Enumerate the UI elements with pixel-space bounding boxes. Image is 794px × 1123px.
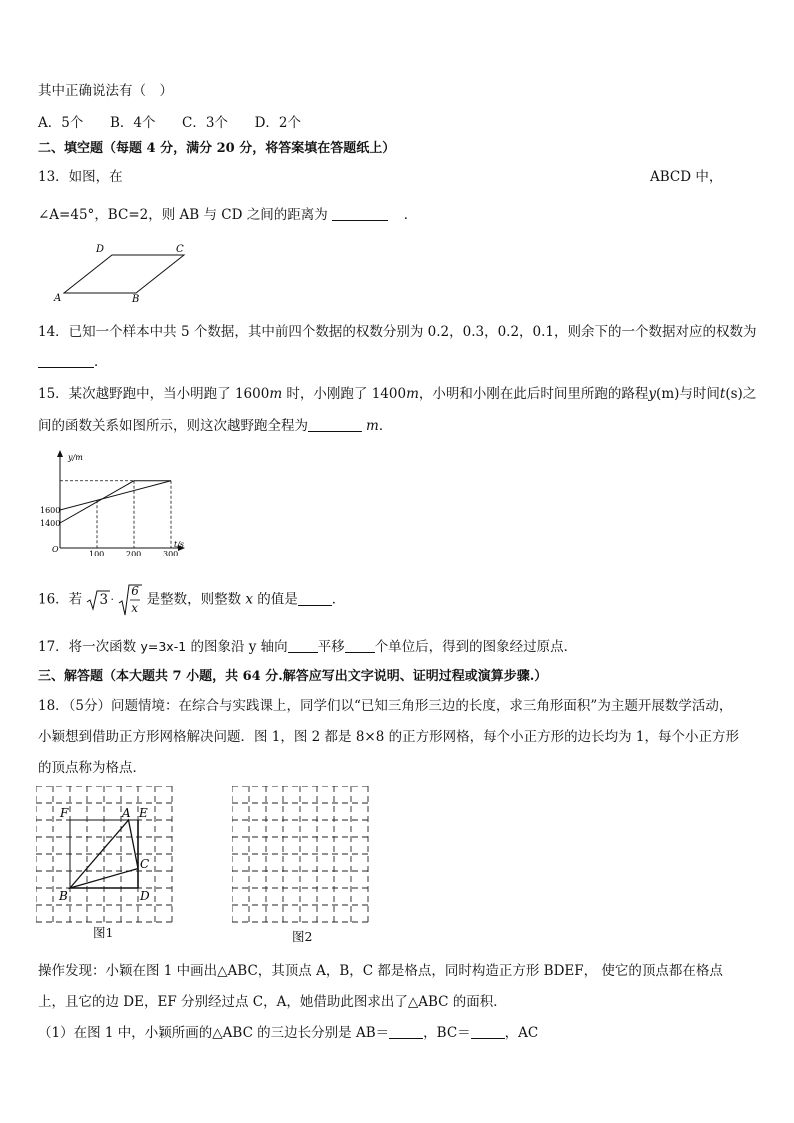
q16-period: ． (331, 591, 346, 608)
q16-root3: 3 (99, 592, 109, 608)
origin-label: O (52, 545, 59, 554)
label-f: F (60, 806, 69, 820)
q16-line: 16．若 3 · 6 x 是整数，则整数 x 的值是 ． (38, 584, 346, 615)
q17-direction-blank[interactable] (288, 638, 318, 653)
q18-line3: 的顶点称为格点． (38, 760, 146, 776)
y-tick-1400: 1400 (40, 519, 61, 528)
label-b: B (132, 294, 140, 305)
q17-text-a: 17．将一次函数 (38, 639, 141, 655)
label-d: D (96, 244, 105, 255)
q12-tail: 其中正确说法有（ ） (38, 83, 173, 99)
q12-options (38, 114, 301, 132)
q14-line1: 14．已知一个样本中共 5 个数据，其中前四个数据的权数分别为 0.2，0.3，0.2，0.1，则余下的一个数据对应的权数为 (38, 324, 757, 340)
parallelogram-abcd (64, 255, 184, 293)
fig1-grid (36, 786, 176, 926)
q16-answer-blank[interactable] (298, 591, 332, 606)
q13-line1-right: ABCD 中， (650, 169, 723, 185)
q17-text-b: 的图象沿 y 轴向 (186, 639, 288, 655)
q13-angle: ∠A=45° (38, 207, 95, 223)
q18-part1-text-b: ，BC＝ (423, 1025, 471, 1041)
q16-tail: 的值是 (253, 591, 298, 608)
x-axis-label: t/s (174, 540, 185, 549)
option-c: C．3个 (182, 115, 228, 131)
q14-line2 (38, 353, 108, 371)
fig2-grid (232, 786, 372, 926)
q16-text: 是整数，则整数 (146, 591, 246, 608)
sqrt-3 (86, 588, 110, 612)
x-tick-100: 100 (89, 550, 105, 556)
q17-text-c: 平移 (317, 639, 345, 655)
q15-period: ． (378, 418, 393, 434)
q15-line-chart (40, 448, 200, 556)
bc-answer-blank[interactable] (471, 1024, 505, 1039)
q15-unit-m2: m (406, 386, 419, 402)
q17-function: y=3x-1 (140, 639, 187, 654)
q15-line2 (38, 417, 392, 435)
q15-text-b: 时，小刚跑了 1400 (282, 386, 407, 402)
q16-var-x: x (245, 591, 253, 608)
fig1-caption: 图1 (93, 925, 114, 940)
q13-line2 (38, 206, 417, 224)
q15-line1 (38, 385, 756, 403)
q13-period: ． (403, 207, 418, 223)
y-tick-1600: 1600 (40, 506, 61, 515)
q18-op1: 操作发现：小颖在图 1 中画出△ABC，其顶点 A，B，C 都是格点，同时构造正方形 BDEF， 使它的顶点都在格点 (38, 963, 723, 979)
section3-title: 三、解答题（本大题共 7 小题，共 64 分.解答应写出文字说明、证明过程或演算步骤.） (38, 669, 548, 684)
option-a: A．5个 (38, 115, 84, 131)
section2-title: 二、填空题（每题 4 分，满分 20 分，将答案填在答题纸上） (38, 141, 396, 156)
q15-unit-ym: (m) (656, 386, 680, 402)
q16-denominator: x (131, 601, 139, 615)
q15-unit-m1: m (269, 386, 283, 402)
q16-prefix: 16．若 (38, 591, 83, 608)
q15-text-e: 之 (742, 386, 757, 402)
fig2-caption: 图2 (292, 929, 313, 944)
label-c: C (140, 857, 150, 871)
option-b: B．4个 (109, 115, 156, 131)
q15-var-t: t (719, 386, 726, 402)
q18-line2: 小颖想到借助正方形网格解决问题．图 1，图 2 都是 8×8 的正方形网格，每个小正方形的边长均为 1，每个小正方形 (38, 729, 740, 745)
x-tick-200: 200 (126, 550, 142, 556)
y-axis-label: y/m (68, 453, 83, 462)
q14-answer-blank[interactable] (38, 353, 94, 368)
ab-answer-blank[interactable] (389, 1024, 423, 1039)
y-axis-arrow (57, 450, 63, 457)
q14-period: ． (94, 354, 108, 370)
label-c: C (176, 244, 184, 255)
q13-part1: 13．如图，在 (38, 169, 123, 185)
q18-part1-text-c: ，AC (504, 1025, 539, 1041)
series-line-2 (60, 481, 171, 523)
sqrt-6-over-x (118, 583, 142, 617)
series-line-1 (60, 481, 171, 510)
q13-text: ，BC=2，则 AB 与 CD 之间的距离为 (94, 207, 328, 223)
q18-part1 (38, 1024, 538, 1042)
label-a: A (54, 293, 62, 304)
q18-line1: 18．（5分）问题情境：在综合与实践课上，同学们以“已知三角形三边的长度，求三角形面积”为主题开展数学活动， (38, 698, 733, 714)
fig1-grid-lines (36, 786, 172, 922)
x-tick-300: 300 (163, 550, 179, 556)
q17-text-d: 个单位后，得到的图象经过原点． (374, 639, 578, 655)
parallelogram-figure (44, 238, 204, 308)
q15-unit-ts: (s) (725, 386, 743, 402)
q15-unit-m3: m (366, 418, 379, 434)
q15-text-a: 15．某次越野跑中，当小明跑了 1600 (38, 386, 270, 402)
option-d: D．2个 (254, 115, 301, 131)
label-a: A (122, 806, 131, 820)
q15-answer-blank[interactable] (308, 417, 362, 432)
q16-numerator: 6 (131, 584, 139, 598)
q15-text-c: ，小明和小刚在此后时间里所跑的路程 (418, 386, 649, 402)
q15-var-y: y (648, 386, 657, 402)
q18-op2: 上，且它的边 DE，EF 分别经过点 C，A，她借助此图求出了△ABC 的面积． (38, 994, 507, 1010)
q15-text-d: 与时间 (679, 386, 720, 402)
q15-text-f: 间的函数关系如图所示，则这次越野跑全程为 (38, 418, 308, 434)
q18-part1-text-a: （1）在图 1 中，小颖所画的△ABC 的三边长分别是 AB＝ (38, 1025, 390, 1041)
q13-answer-blank[interactable] (332, 206, 388, 221)
label-d: D (140, 889, 150, 903)
q13-line1 (38, 168, 123, 186)
q17-units-blank[interactable] (345, 638, 375, 653)
q17-line (38, 638, 577, 656)
label-e: E (139, 806, 148, 820)
fig2-grid-lines (232, 786, 368, 922)
label-b: B (59, 889, 68, 903)
